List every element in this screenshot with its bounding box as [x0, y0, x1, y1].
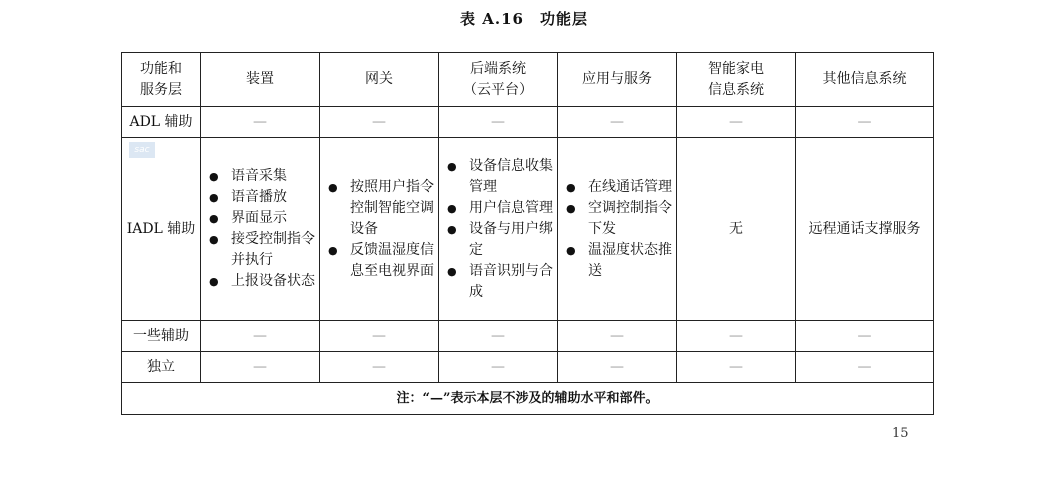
- list-item: ● 反馈温湿度信息至电视界面: [326, 240, 434, 282]
- watermark-logo: sac: [129, 142, 155, 158]
- header-cell: 智能家电 信息系统: [677, 53, 796, 107]
- table-cell: —: [558, 352, 677, 383]
- note-row: [122, 383, 934, 415]
- list-item: ● 用户信息管理: [445, 198, 553, 219]
- table-cell: —: [320, 321, 439, 352]
- table-cell: —: [201, 107, 320, 138]
- table-row: [122, 138, 934, 321]
- table-cell: —: [677, 321, 796, 352]
- table-note: 注：“—”表示本层不涉及的辅助水平和部件。: [122, 383, 934, 415]
- table-cell: —: [201, 321, 320, 352]
- table-cell: —: [320, 352, 439, 383]
- table-cell: [558, 138, 677, 321]
- header-cell: 功能和 服务层: [122, 53, 201, 107]
- table-row: [122, 321, 934, 352]
- table-cell: —: [439, 352, 558, 383]
- list-item: ● 设备与用户绑定: [445, 219, 553, 261]
- row-label: 一些辅助: [122, 321, 201, 352]
- bullet-list: [558, 173, 676, 286]
- table-cell: 无: [677, 138, 796, 321]
- table-cell: [201, 138, 320, 321]
- table-cell: —: [320, 107, 439, 138]
- list-item: ● 界面显示: [207, 208, 315, 229]
- header-cell: 其他信息系统: [796, 53, 934, 107]
- header-row: [122, 53, 934, 107]
- table-cell: —: [558, 107, 677, 138]
- list-item: ● 接受控制指令并执行: [207, 229, 315, 271]
- table-cell: [439, 138, 558, 321]
- bullet-list: [439, 152, 557, 307]
- table-cell: —: [796, 321, 934, 352]
- list-item: ● 空调控制指令下发: [564, 198, 672, 240]
- row-label: ADL 辅助: [122, 107, 201, 138]
- list-item: ● 语音播放: [207, 187, 315, 208]
- row-label: 独立: [122, 352, 201, 383]
- table-cell: —: [677, 107, 796, 138]
- page-number: 15: [892, 426, 909, 441]
- header-cell: 后端系统 （云平台）: [439, 53, 558, 107]
- table-cell: [320, 138, 439, 321]
- table-cell: —: [201, 352, 320, 383]
- list-item: ● 温湿度状态推送: [564, 240, 672, 282]
- list-item: ● 按照用户指令控制智能空调设备: [326, 177, 434, 240]
- table-cell: —: [439, 107, 558, 138]
- table-row: [122, 107, 934, 138]
- table-row: [122, 352, 934, 383]
- table-cell: —: [558, 321, 677, 352]
- table-cell: —: [796, 352, 934, 383]
- list-item: ● 在线通话管理: [564, 177, 672, 198]
- function-layer-table: [121, 52, 934, 415]
- table-cell: —: [677, 352, 796, 383]
- row-label: IADL 辅助: [122, 138, 201, 321]
- header-cell: 装置: [201, 53, 320, 107]
- bullet-list: [320, 173, 438, 286]
- header-cell: 应用与服务: [558, 53, 677, 107]
- table-cell: —: [439, 321, 558, 352]
- list-item: ● 语音识别与合成: [445, 261, 553, 303]
- table-cell: 远程通话支撑服务: [796, 138, 934, 321]
- header-cell: 网关: [320, 53, 439, 107]
- list-item: ● 语音采集: [207, 166, 315, 187]
- table-title: 表 A.16 功能层: [460, 10, 588, 28]
- list-item: ● 上报设备状态: [207, 271, 315, 292]
- table-cell: —: [796, 107, 934, 138]
- bullet-list: [201, 162, 319, 296]
- list-item: ● 设备信息收集管理: [445, 156, 553, 198]
